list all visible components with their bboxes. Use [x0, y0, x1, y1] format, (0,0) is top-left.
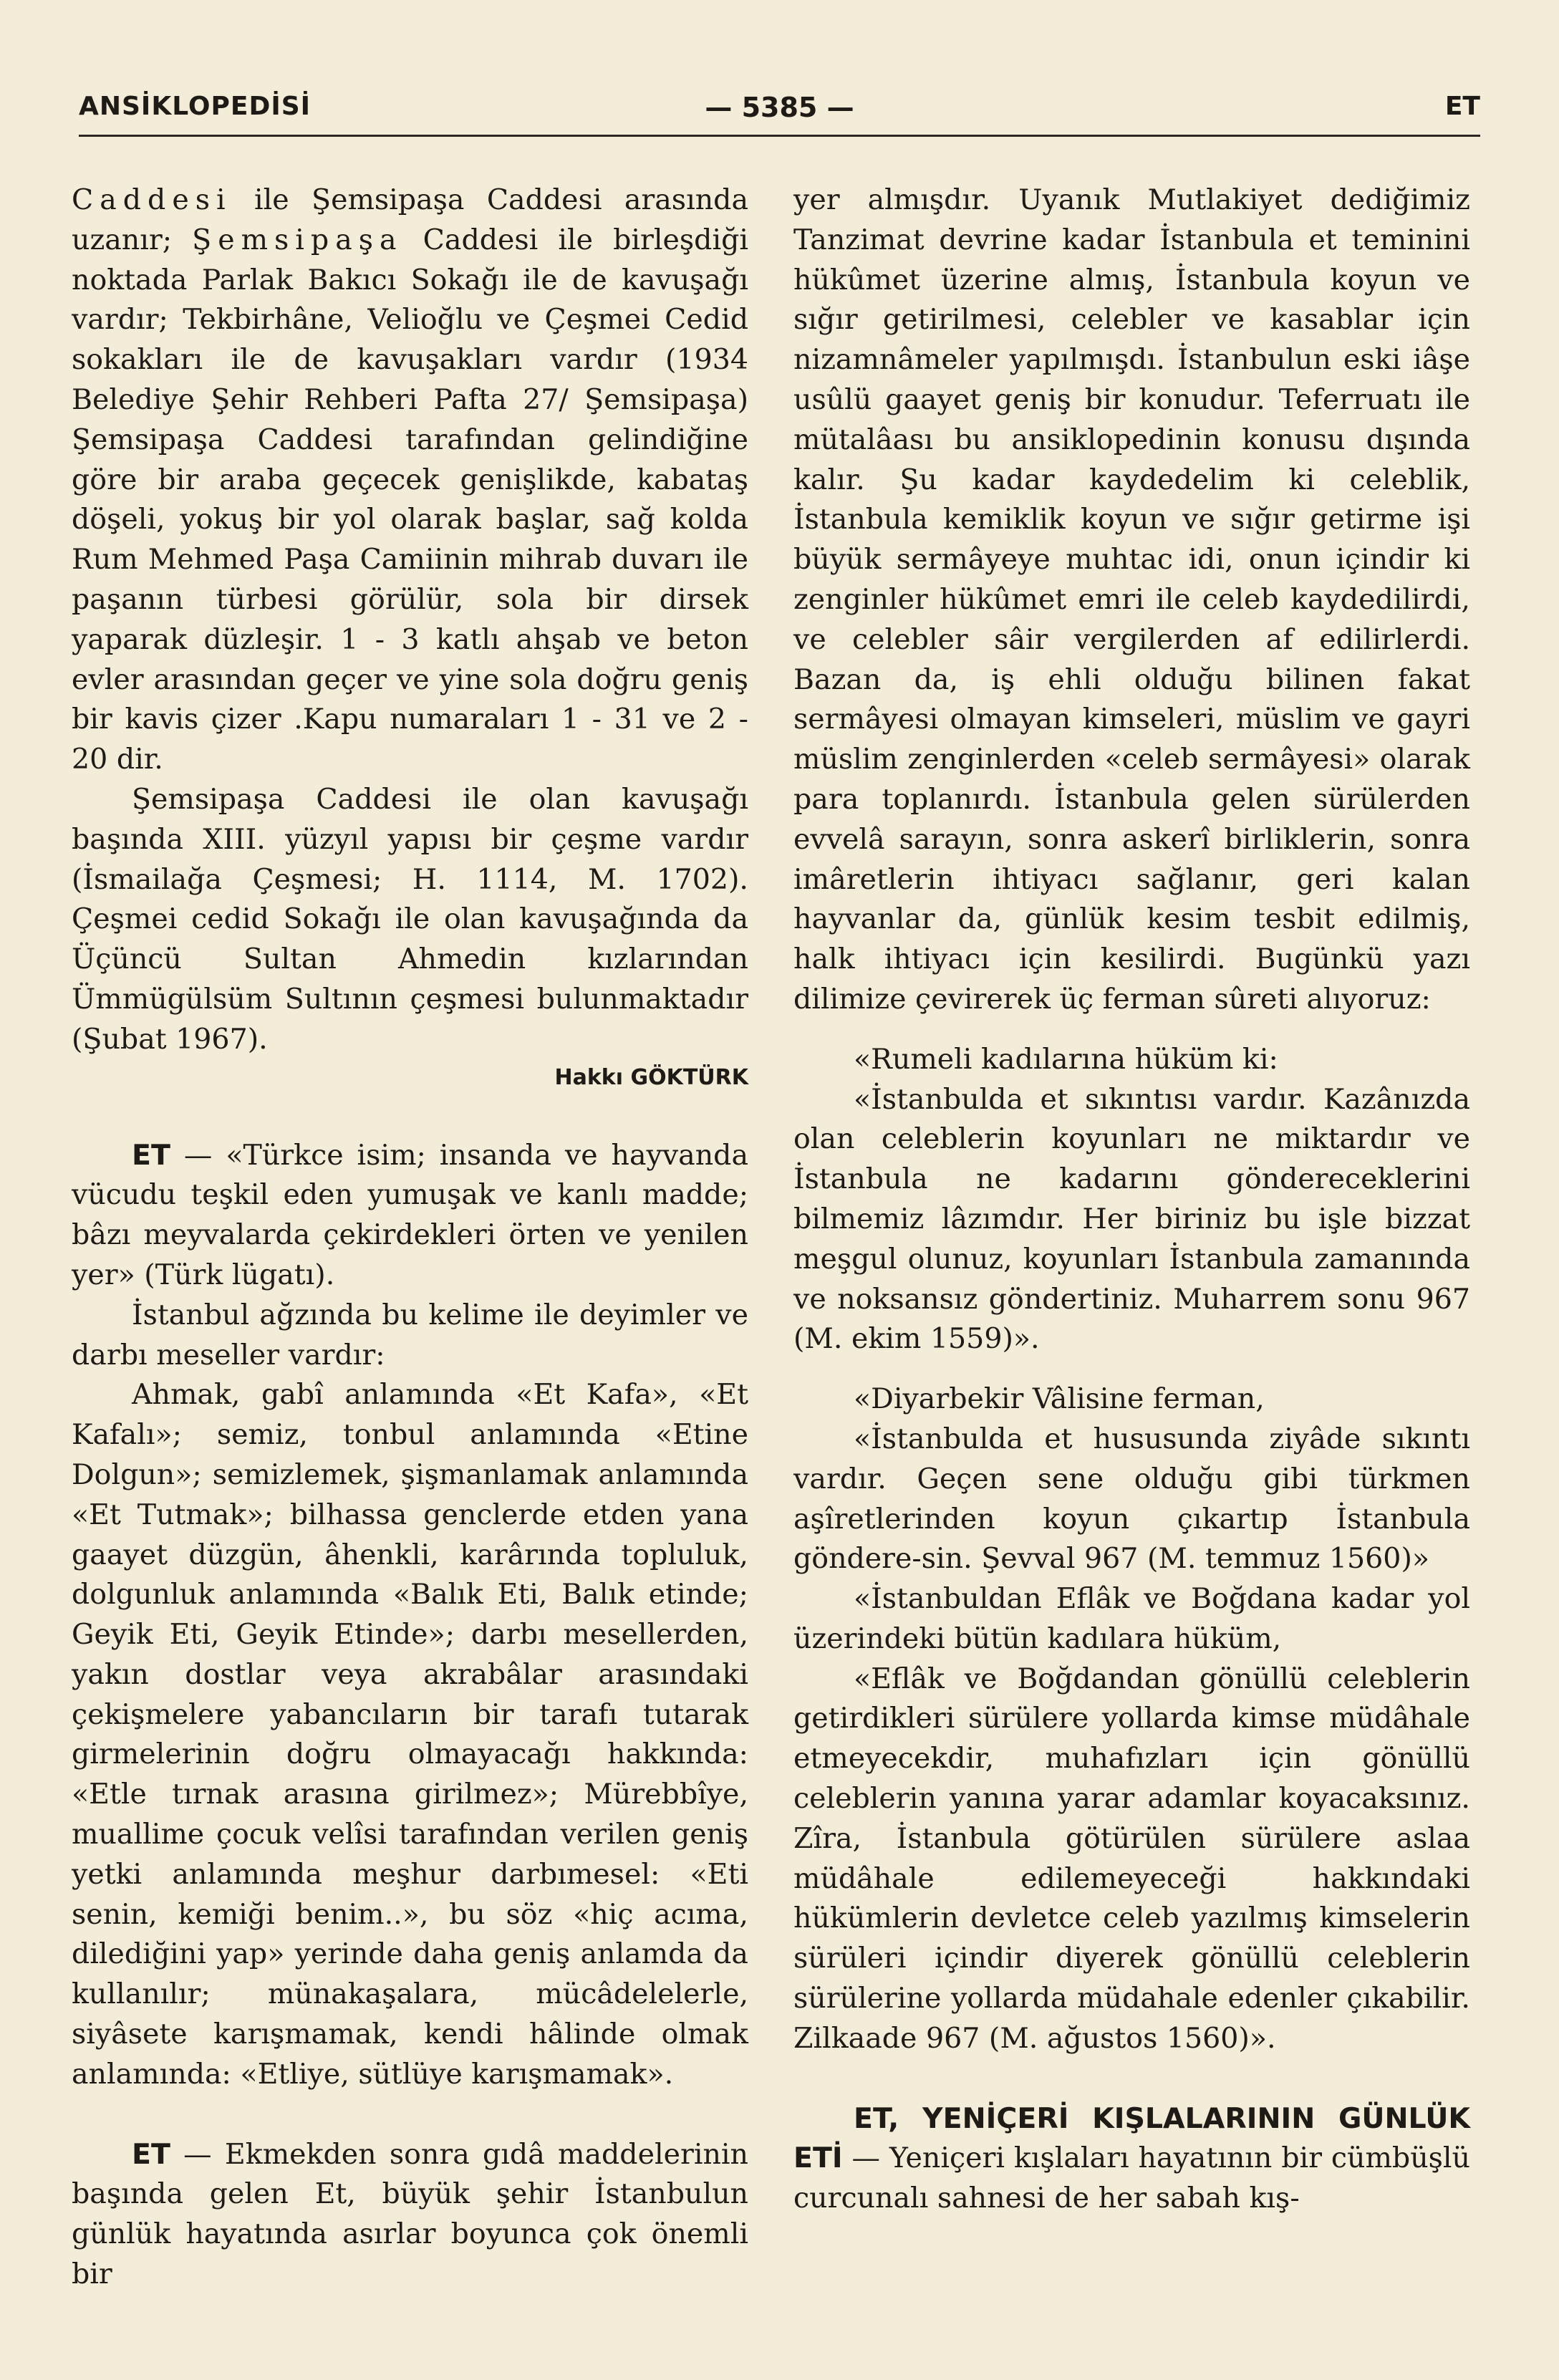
entry-paragraph	[72, 1136, 748, 1296]
text-span: — «Türkce isim; insanda ve hayvanda vücudu teşkil eden yumuşak ve kanlı madde; bâzı meyvalarda çekirdekleri örten ve yenilen yer» (Türk lügatı).	[72, 1138, 748, 1291]
header-rule	[79, 135, 1480, 137]
quote-title: «İstanbuldan Eflâk ve Boğdana kadar yol üzerindeki bütün kadılara hüküm,	[793, 1582, 1470, 1655]
spaced-word: Şemsipaşa	[192, 223, 403, 256]
left-column	[72, 180, 748, 2295]
text-span: — Ekmekden sonra gıdâ maddelerinin başında gelen Et, büyük şehir İstanbulun günlük hayatında asırlar boyunca çok önemli bir	[72, 2137, 748, 2291]
quote-text: «Eflâk ve Boğdandan gönüllü celeblerin getirdikleri sürülere yollarda kimse müdâhale etmeyecekdir, muhafızları için gönüllü celeblerin yanına yarar adamlar koyacaksınız. Zîra, İstanbula götürülen sürülere aslaa müdâhale edilemeyeceği hakkındaki hükümlerin devletce celeb yazılmış kimselerin sürüleri içindir diyerek gönüllü celeblerin sürülerine yollarda müdahale edenler çıkabilir. Zilkaade 967 (M. ağustos 1560)».	[793, 1662, 1470, 2055]
page-header	[79, 92, 1480, 142]
author-signature: Hakkı GÖKTÜRK	[554, 1064, 748, 1090]
paragraph: İstanbul ağzında bu kelime ile deyimler ve darbı meseller vardır:	[72, 1298, 748, 1372]
entry-paragraph	[72, 2135, 748, 2295]
text-span: ile Şemsipaşa Caddesi arasında uzanır;	[72, 183, 748, 256]
quote-title: «Rumeli kadılarına hüküm ki:	[854, 1042, 1278, 1076]
text-span: — Yeniçeri kışlaları hayatının bir cümbüşlü curcunalı sahnesi de her sabah kış-	[793, 2141, 1470, 2215]
entry-head: ET, YENİÇERİ KIŞLALARININ GÜNLÜK ETİ	[793, 2101, 1470, 2175]
spaced-word: Caddesi	[72, 183, 232, 216]
entry-head: ET	[132, 2137, 170, 2171]
paragraph: Şemsipaşa Caddesi ile olan kavuşağı başında XIII. yüzyıl yapısı bir çeşme vardır (İsmailağa Çeşmesi; H. 1114, M. 1702). Çeşmei cedid Sokağı ile olan kavuşağında da Üçüncü Sultan Ahmedin kızlarından Ümmügülsüm Sultının çeşmesi bulunmaktadır (Şubat 1967).	[72, 782, 748, 1056]
entry-head: ET	[132, 1138, 170, 1172]
paragraph	[72, 180, 748, 780]
text-span: Caddesi ile birleşdiği noktada Parlak Bakıcı Sokağı ile de kavuşağı vardır; Tekbirhâne, Velioğlu ve Çeşmei Cedid sokakları ile de kavuşakları vardır (1934 Belediye Şehir Rehberi Pafta 27/ Şemsipaşa) Şemsipaşa Caddesi tarafından gelindiğine göre bir araba geçecek genişlikde, kabataş döşeli, yokuş bir yol olarak başlar, sağ kolda Rum Mehmed Paşa Camiinin mihrab duvarı ile paşanın türbesi görülür, sola bir dirsek yaparak düzleşir. 1 - 3 katlı ahşab ve beton evler arasından geçer ve yine sola doğru geniş bir kavis çizer .Kapu numaraları 1 - 31 ve 2 - 20 dir.	[72, 223, 748, 776]
quote-text: «İstanbulda et sıkıntısı vardır. Kazânızda olan celeblerin koyunları ne miktardır ve İstanbula ne kadarını göndereceklerini bilmemiz lâzımdır. Her biriniz bu işle bizzat meşgul olunuz, koyunları İstanbula zamanında ve noksansız göndertiniz. Muharrem sonu 967 (M. ekim 1559)».	[793, 1082, 1470, 1356]
paragraph: yer almışdır. Uyanık Mutlakiyet dediğimiz Tanzimat devrine kadar İstanbula et teminini hükûmet üzerine almış, İstanbula koyun ve sığır getirilmesi, celebler ve kasablar için nizamnâmeler yapılmışdı. İstanbulun eski iâşe usûlü gaayet geniş bir konudur. Teferruatı ile mütalâası bu ansiklopedinin konusu dışında kalır. Şu kadar kaydedelim ki celeblik, İstanbula kemiklik koyun ve sığır getirme işi büyük sermâyeye muhtac idi, onun içindir ki zenginler hükûmet emri ile celeb kaydedilirdi, ve celebler sâir vergilerden af edilirlerdi. Bazan da, iş ehli olduğu bilinen fakat sermâyesi olmayan kimseleri, müslim ve gayri müslim zenginlerden «celeb sermâyesi» olarak para toplanırdı. İstanbula gelen sürülerden evvelâ sarayın, sonra askerî birliklerin, sonra imâretlerin ihtiyacı sağlanır, geri kalan hayvanlar da, günlük kesim tesbit edilmiş, halk ihtiyacı için kesilirdi. Bugünkü yazı dilimize çevirerek üç ferman sûreti alıyoruz:	[793, 183, 1470, 1016]
right-column	[793, 180, 1470, 2219]
header-entry: ET	[1444, 92, 1480, 121]
entry-paragraph	[793, 2099, 1470, 2219]
page-number: — 5385 —	[705, 92, 854, 123]
header-title: ANSİKLOPEDİSİ	[79, 92, 312, 121]
quote-title: «Diyarbekir Vâlisine ferman,	[854, 1382, 1265, 1416]
paragraph: Ahmak, gabî anlamında «Et Kafa», «Et Kafalı»; semiz, tonbul anlamında «Etine Dolgun»; semizlemek, şişmanlamak anlamında «Et Tutmak»; bilhassa genclerde etden yana gaayet düzgün, âhenkli, karârında topluluk, dolgunluk anlamında «Balık Eti, Balık etinde; Geyik Eti, Geyik Etinde»; darbı mesellerden, yakın dostlar veya akrabâlar arasındaki çekişmelere yabancıların bir tarafı tutarak girmelerinin doğru olmayacağı hakkında: «Etle tırnak arasına girilmez»; Mürebbîye, muallime çocuk velîsi tarafından verilen geniş yetki anlamında meşhur darbımesel: «Eti senin, kemiği benim..», bu söz «hiç acıma, dilediğini yap» yerinde daha geniş anlamda da kullanılır; münakaşalara, mücâdelelerle, siyâsete karışmamak, kendi hâlinde olmak anlamında: «Etliye, sütlüye karışmamak».	[72, 1378, 748, 2091]
quote-text: «İstanbulda et hususunda ziyâde sıkıntı vardır. Geçen sene olduğu gibi türkmen aşîretlerinden koyun çıkartıp İstanbula göndere-sin. Şevval 967 (M. temmuz 1560)»	[793, 1422, 1470, 1576]
